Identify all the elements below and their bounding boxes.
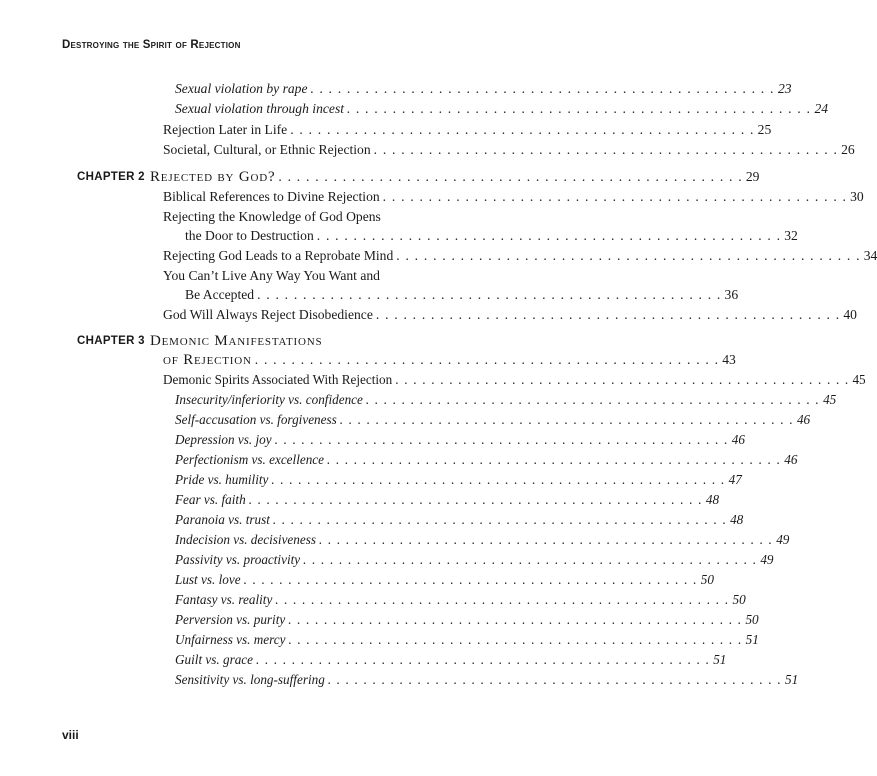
toc-entry-title: Pride vs. humility	[175, 472, 269, 487]
dot-leader: . . . . . . . . . . . . . . . . . . . . . . . . . . . . . . . . . . . . . . . . . . . . . . . . . . .	[327, 672, 782, 687]
dot-leader: . . . . . . . . . . . . . . . . . . . . . . . . . . . . . . . . . . . . . . . . . . . . . . . . . . .	[243, 572, 698, 587]
toc-entry-title: Insecurity/inferiority vs. confidence	[175, 392, 363, 407]
toc-entry-page: 30	[850, 189, 864, 204]
toc-entry-title: Rejection Later in Life	[163, 122, 288, 137]
dot-leader: . . . . . . . . . . . . . . . . . . . . . . . . . . . . . . . . . . . . . . . . . . . . . . . . . . .	[256, 652, 711, 667]
chapter-title: Rejected by God?	[150, 169, 276, 185]
toc-entry-title-line2: the Door to Destruction	[185, 228, 314, 243]
dot-leader: . . . . . . . . . . . . . . . . . . . . . . . . . . . . . . . . . . . . . . . . . . . . . . . . . . .	[319, 532, 774, 547]
toc-entry-page: 50	[732, 592, 746, 607]
toc-entry	[163, 246, 877, 266]
toc-entry-title: Guilt vs. grace	[175, 652, 254, 667]
dot-leader: . . . . . . . . . . . . . . . . . . . . . . . . . . . . . . . . . . . . . . . . . . . . . . . . . . .	[275, 592, 730, 607]
toc-entry	[175, 430, 745, 450]
toc-entry-title: Sexual violation through incest	[175, 101, 345, 116]
toc-entry-page: 50	[700, 572, 714, 587]
toc-entry-page: 49	[760, 552, 774, 567]
toc-entry-title: Passivity vs. proactivity	[175, 552, 301, 567]
toc-entry-title: Depression vs. joy	[175, 432, 272, 447]
dot-leader: . . . . . . . . . . . . . . . . . . . . . . . . . . . . . . . . . . . . . . . . . . . . . . . . . . .	[248, 492, 703, 507]
dot-leader: . . . . . . . . . . . . . . . . . . . . . . . . . . . . . . . . . . . . . . . . . . . . . . . . . . .	[365, 392, 821, 407]
toc-entry-page: 48	[730, 512, 744, 527]
dot-leader: . . . . . . . . . . . . . . . . . . . . . . . . . . . . . . . . . . . . . . . . . . . . . . . . . . .	[396, 248, 861, 263]
dot-leader: . . . . . . . . . . . . . . . . . . . . . . . . . . . . . . . . . . . . . . . . . . . . . . . . . . .	[271, 472, 726, 487]
dot-leader: . . . . . . . . . . . . . . . . . . . . . . . . . . . . . . . . . . . . . . . . . . . . . . . . . . .	[290, 122, 755, 137]
toc-entry-title: Perfectionism vs. excellence	[175, 452, 325, 467]
toc-entry	[175, 670, 799, 690]
dot-leader: . . . . . . . . . . . . . . . . . . . . . . . . . . . . . . . . . . . . . . . . . . . . . . . . . . .	[254, 352, 720, 367]
toc-entry-title-line2: Be Accepted	[185, 287, 255, 302]
toc-entry-title: Self-accusation vs. forgiveness	[175, 412, 337, 427]
toc-entry-page: 50	[745, 612, 759, 627]
page-number: viii	[62, 728, 79, 742]
toc-section-title: Demonic Spirits Associated With Rejection	[163, 372, 393, 387]
dot-leader: . . . . . . . . . . . . . . . . . . . . . . . . . . . . . . . . . . . . . . . . . . . . . . . . . . .	[375, 307, 841, 322]
toc-entry	[175, 99, 829, 119]
toc-entry-title: Perversion vs. purity	[175, 612, 286, 627]
toc-entry-title: Rejecting God Leads to a Reprobate Mind	[163, 248, 394, 263]
dot-leader: . . . . . . . . . . . . . . . . . . . . . . . . . . . . . . . . . . . . . . . . . . . . . . . . . . .	[278, 169, 743, 184]
toc-entry	[175, 610, 759, 630]
toc-entry-title: God Will Always Reject Disobedience	[163, 307, 373, 322]
toc-entry-page: 45	[823, 392, 837, 407]
toc-entry-page: 51	[785, 672, 799, 687]
dot-leader: . . . . . . . . . . . . . . . . . . . . . . . . . . . . . . . . . . . . . . . . . . . . . . . . . . .	[382, 189, 848, 204]
toc-entry-page: 26	[841, 142, 855, 157]
chapter-title-line2: of Rejection	[163, 352, 252, 368]
toc-entry	[175, 490, 720, 510]
toc-entry	[175, 530, 790, 550]
dot-leader: . . . . . . . . . . . . . . . . . . . . . . . . . . . . . . . . . . . . . . . . . . . . . . . . . . .	[303, 552, 758, 567]
toc-entry	[175, 630, 759, 650]
toc-entry-page: 45	[852, 372, 866, 387]
toc-entry	[175, 470, 742, 490]
dot-leader: . . . . . . . . . . . . . . . . . . . . . . . . . . . . . . . . . . . . . . . . . . . . . . . . . . .	[347, 101, 812, 116]
dot-leader: . . . . . . . . . . . . . . . . . . . . . . . . . . . . . . . . . . . . . . . . . . . . . . . . . . .	[395, 372, 850, 387]
toc-entry	[163, 187, 864, 207]
toc-entry	[163, 305, 857, 325]
dot-leader: . . . . . . . . . . . . . . . . . . . . . . . . . . . . . . . . . . . . . . . . . . . . . . . . . . .	[274, 432, 729, 447]
toc-entry-page: 34	[863, 248, 877, 263]
toc-entry-title: Fear vs. faith	[175, 492, 246, 507]
toc-entry	[185, 226, 798, 246]
chapter-page: 43	[722, 352, 736, 367]
toc-entry	[163, 370, 866, 390]
dot-leader: . . . . . . . . . . . . . . . . . . . . . . . . . . . . . . . . . . . . . . . . . . . . . . . . . . .	[288, 612, 743, 627]
toc-entry-title: Sensitivity vs. long-suffering	[175, 672, 325, 687]
toc-entry-title: Lust vs. love	[175, 572, 241, 587]
toc-entry-page: 36	[724, 287, 739, 302]
dot-leader: . . . . . . . . . . . . . . . . . . . . . . . . . . . . . . . . . . . . . . . . . . . . . . . . . . .	[327, 452, 782, 467]
toc-entry-page: 46	[784, 452, 798, 467]
toc-entry	[163, 120, 772, 140]
toc-entry-page: 46	[796, 412, 811, 427]
toc-entry-title: Biblical References to Divine Rejection	[163, 189, 380, 204]
dot-leader: . . . . . . . . . . . . . . . . . . . . . . . . . . . . . . . . . . . . . . . . . . . . . . . . . . .	[339, 412, 794, 427]
toc-entry-page: 40	[843, 307, 857, 322]
toc-entry	[175, 450, 798, 470]
toc-entry	[175, 550, 774, 570]
chapter-page: 29	[745, 169, 760, 184]
toc-entry-title-line1: You Can’t Live Any Way You Want and	[163, 268, 380, 283]
chapter-label: CHAPTER 3	[77, 335, 145, 347]
dot-leader: . . . . . . . . . . . . . . . . . . . . . . . . . . . . . . . . . . . . . . . . . . . . . . . . . . .	[257, 287, 722, 302]
toc-entry-page: 51	[745, 632, 759, 647]
toc-entry	[175, 390, 837, 410]
toc-entry-page: 48	[705, 492, 720, 507]
toc-entry-page: 46	[731, 432, 745, 447]
toc-entry-page: 51	[713, 652, 727, 667]
toc-entry	[175, 570, 714, 590]
toc-entry-title: Paranoia vs. trust	[175, 512, 270, 527]
toc-entry-title: Fantasy vs. reality	[175, 592, 273, 607]
toc-entry-page: 25	[757, 122, 772, 137]
toc-entry-page: 32	[784, 228, 798, 243]
toc-entry	[185, 285, 739, 305]
running-head: Destroying the Spirit of Rejection	[62, 39, 241, 51]
toc-entry-title: Sexual violation by rape	[175, 81, 308, 96]
chapter-title-line1: Demonic Manifestations	[150, 333, 323, 349]
chapter-label: CHAPTER 2	[77, 171, 145, 183]
toc-entry-page: 47	[728, 472, 742, 487]
chapter-title-line	[150, 167, 760, 187]
dot-leader: . . . . . . . . . . . . . . . . . . . . . . . . . . . . . . . . . . . . . . . . . . . . . . . . . . .	[316, 228, 782, 243]
dot-leader: . . . . . . . . . . . . . . . . . . . . . . . . . . . . . . . . . . . . . . . . . . . . . . . . . . .	[288, 632, 743, 647]
toc-entry	[175, 510, 744, 530]
chapter-title-line	[163, 350, 736, 370]
toc-entry	[175, 590, 746, 610]
toc-entry-title: Indecision vs. decisiveness	[175, 532, 316, 547]
toc-entry	[163, 140, 855, 160]
toc-entry-page: 24	[814, 101, 829, 116]
toc-entry	[175, 650, 727, 670]
toc-entry-title-line1: Rejecting the Knowledge of God Opens	[163, 209, 381, 224]
dot-leader: . . . . . . . . . . . . . . . . . . . . . . . . . . . . . . . . . . . . . . . . . . . . . . . . . . .	[310, 81, 775, 96]
toc-entry-page: 49	[776, 532, 790, 547]
toc-entry-title: Societal, Cultural, or Ethnic Rejection	[163, 142, 371, 157]
toc-entry-title: Unfairness vs. mercy	[175, 632, 286, 647]
toc-entry-page: 23	[777, 81, 792, 96]
toc-entry	[175, 410, 811, 430]
dot-leader: . . . . . . . . . . . . . . . . . . . . . . . . . . . . . . . . . . . . . . . . . . . . . . . . . . .	[272, 512, 728, 527]
toc-entry	[175, 79, 792, 99]
dot-leader: . . . . . . . . . . . . . . . . . . . . . . . . . . . . . . . . . . . . . . . . . . . . . . . . . . .	[373, 142, 839, 157]
